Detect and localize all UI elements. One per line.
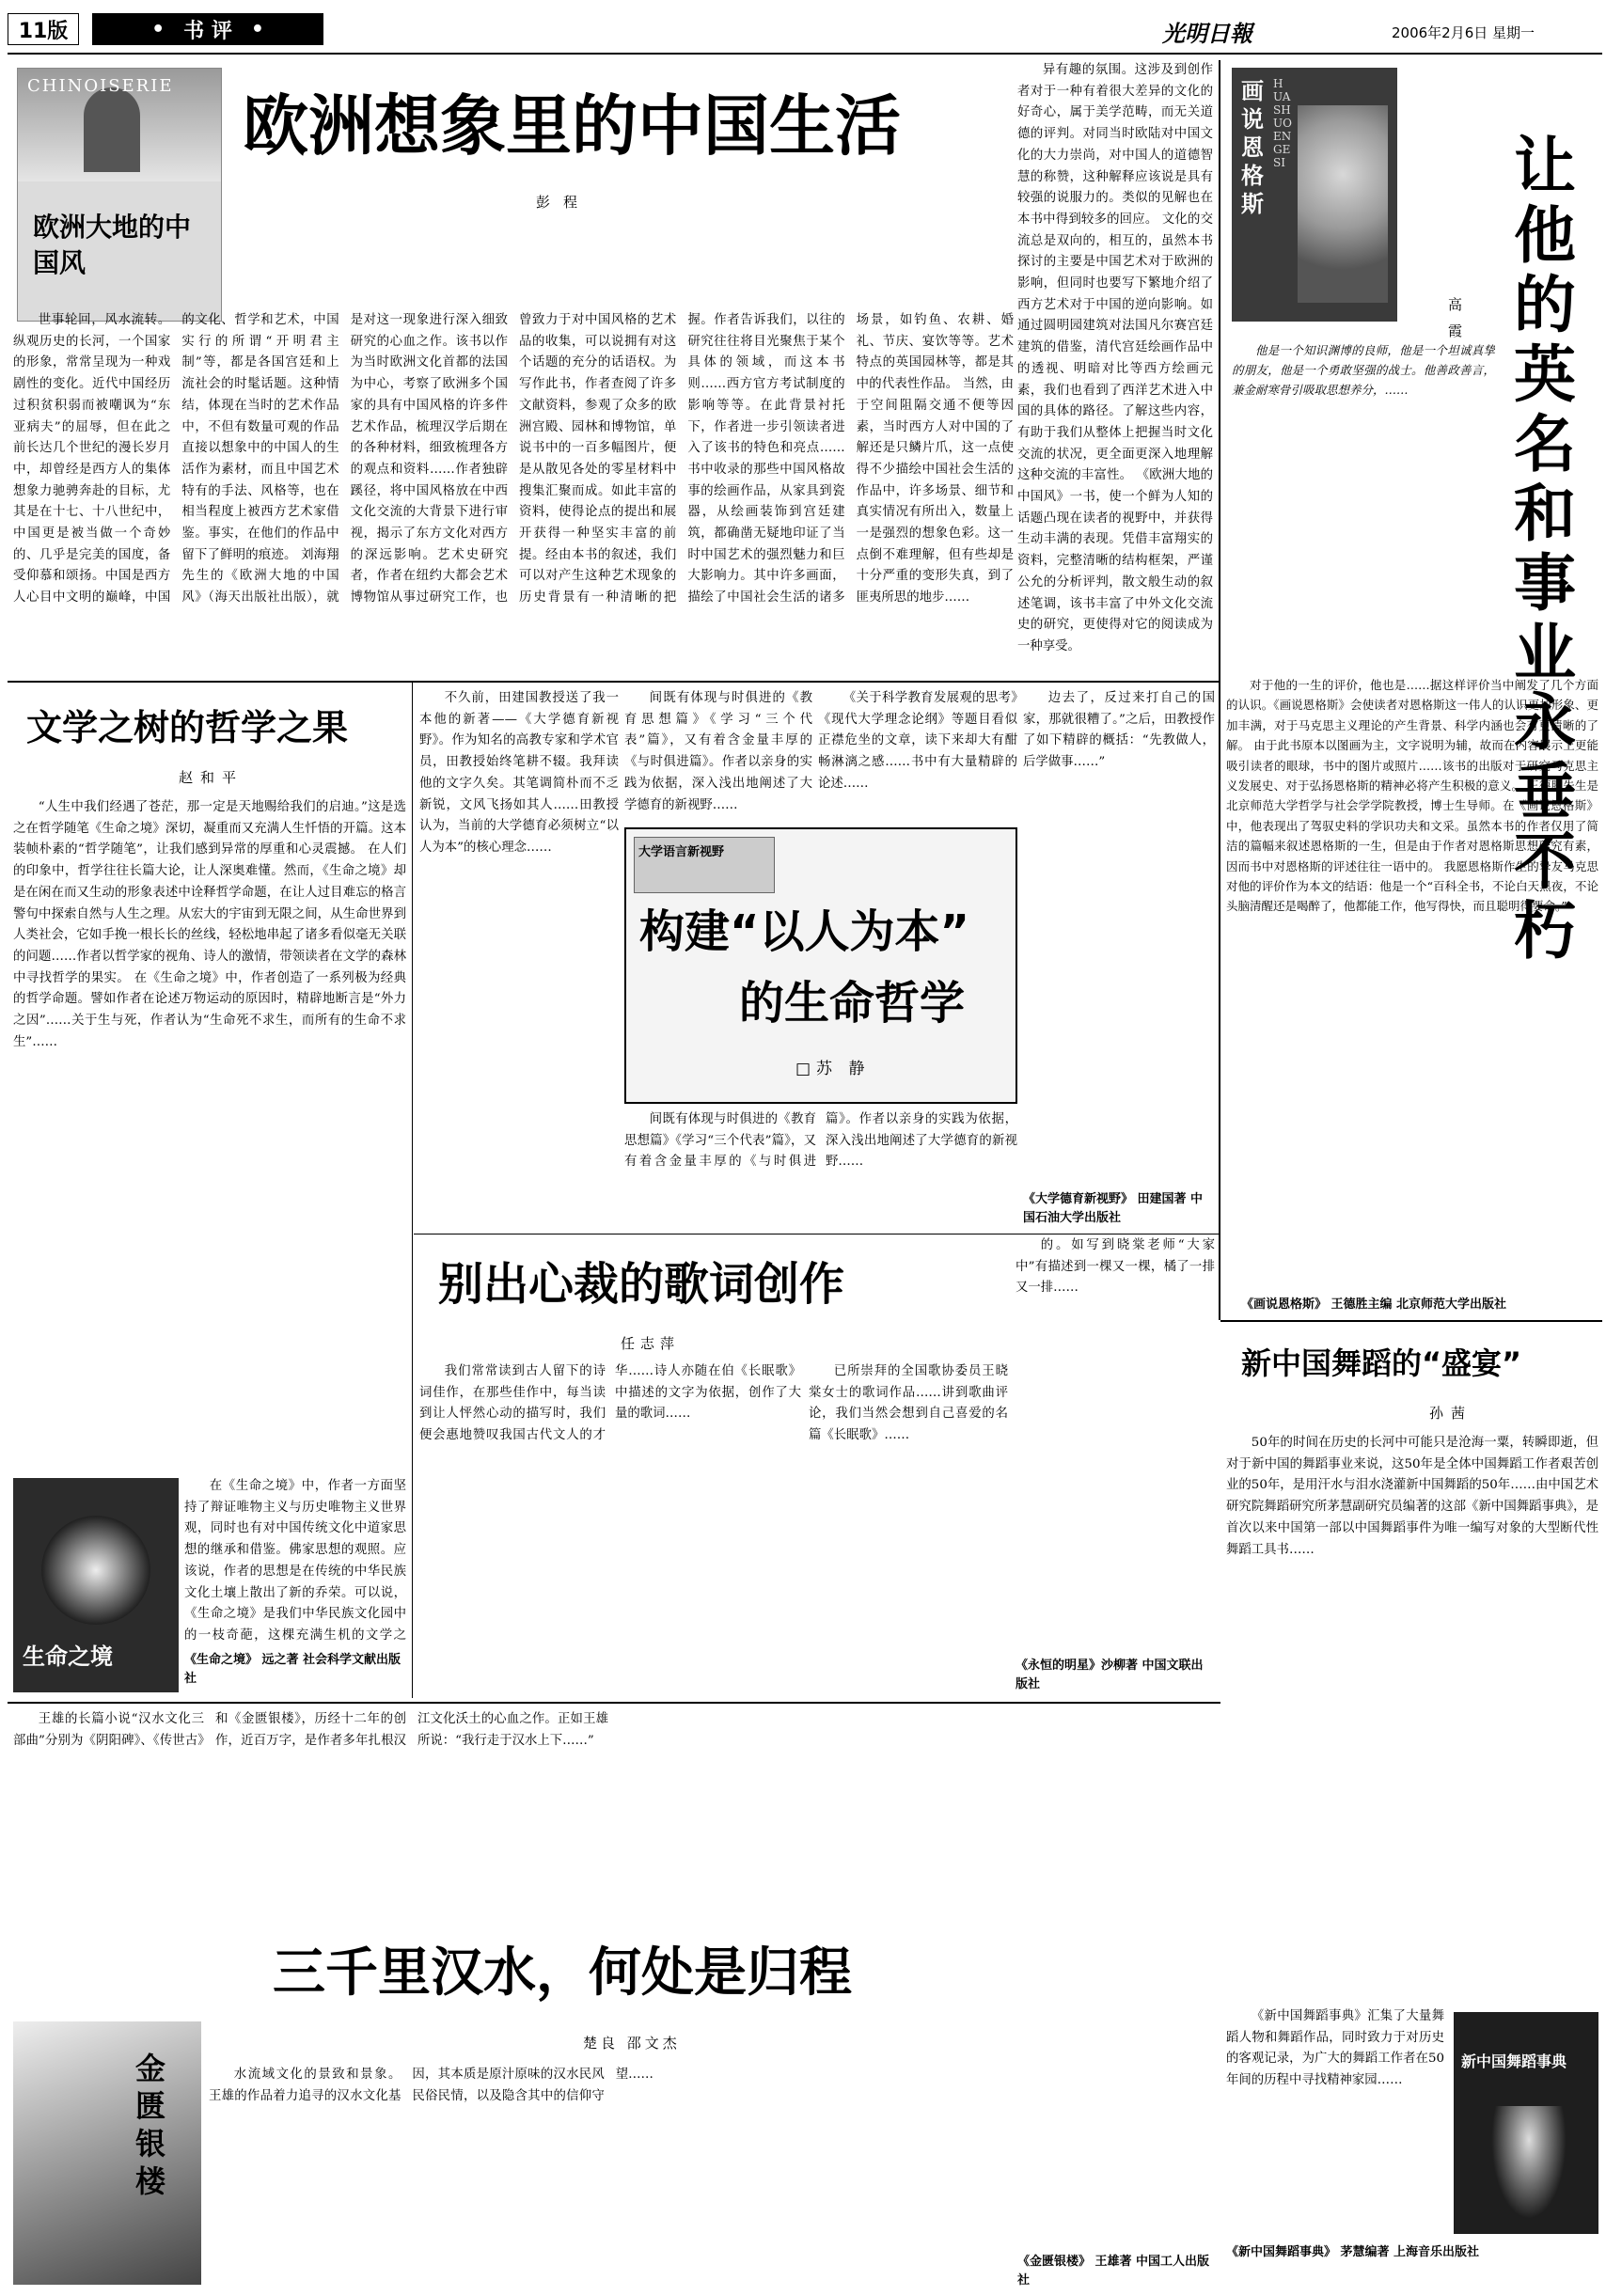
article-body-hanriver-top (13, 1709, 1215, 1916)
body-text: 边去了，反过来打自己的国家，那就很糟了。”之后，田教授作了如下精辟的概括：“先教做人，后学做事……” (1023, 691, 1215, 770)
body-text: 的。如写到晓棠老师“大家中”有描述到一棵又一棵，橘了一排又一排…… (1016, 1238, 1215, 1296)
article-title-literature: 文学之树的哲学之果 (26, 707, 349, 748)
article-title-people-l2: 的生命哲学 (739, 977, 966, 1030)
cover-title: 金匮银楼 (135, 2051, 166, 2199)
body-text: 《新中国舞蹈事典》汇集了大量舞蹈人物和舞蹈作品，同时致力于对历史的客观记录，为广大的舞蹈工作者在50年间的历程中寻找精神家园…… (1226, 2009, 1444, 2088)
feature-box-people (624, 827, 1017, 1104)
body-text: 世事轮回，风水流转。纵观历史的长河，一个国家的形象，常常呈现为一种戏剧性的变化。近代中国经历过积贫积弱而被嘲讽为“东亚病夫”的屈辱，但在此之前长达几个世纪的漫长岁月中，却曾经是西方人的集体想象力驰骋奔赴的目标，尤其是在十七、十八世纪中，中国更是被当做一个奇妙的、几乎是完美的国度，备受仰慕和颂扬。中国是西方人心目中文明的巅峰，中国的文化、哲学和艺术，中国实行的所谓“开明君主制”等，都是各国宫廷和上流社会的时髦话题。这种情结，体现在当时的艺术作品中，不但有数量可观的作品直接以想象中的中国人的生活作为素材，而且中国艺术特有的手法、风格等，也在相当程度上被西方艺术家借鉴。事实，在他们的作品中留下了鲜明的痕迹。 刘海翔先生的《欧洲大地的中国风》（海天出版社出版），就是对这一现象进行深入细致研究的心血之作。该书以作为当时欧洲文化首都的法国为中心，考察了欧洲多个国家的具有中国风格的许多件艺术作品，梳理汉学后期在的各种材料，细致梳理各方的观点和资料……作者独辟蹊径，将中国风格放在中西文化交流的大背景下进行审视，揭示了东方文化对西方的深远影响。艺术史研究者，作者在纽约大都会艺术博物馆从事过研究工作，也曾致力于对中国风格的艺术品的收集，可以说拥有对这个话题的充分的话语权。为写作此书，作者查阅了许多文献资料，参观了众多的欧洲宫殿、园林和博物馆，单说书中的一百多幅图片，便是从散见各处的零星材料中搜集汇聚而成。如此丰富的资料，使得论点的提出和展开获得一种坚实丰富的前提。经由本书的叙述，我们可以对产生这种艺术现象的历史背景有一种清晰的把握。作者告诉我们，以往的研究往往将目光聚焦于某个具体的领域，而这本书则……西方官方考试制度的影响等等。在此背景衬托下，作者进一步引领读者进入了该书的特色和亮点……书中收录的那些中国风格故事的绘画作品，从家具到瓷器，从绘画装饰到宫廷建筑，都确凿无疑地印证了当时中国艺术的强烈魅力和巨大影响力。其中许多画面，描绘了中国社会生活的诸多场景，如钓鱼、农耕、婚礼、节庆、宴饮等等。艺术特点的英国园林等，都是其中的代表性作品。 当然，由于空间阻隔交通不便等因素，当时西方人对中国的了解还是只鳞片爪，这一点使得不少描绘中国社会生活的作品中，许多场景、细节和真实情况有所出入，数量上一是强烈的想象色彩。这一点倒不难理解，但有些却是十分严重的变形失真，到了匪夷所思的地步…… (13, 313, 1014, 605)
page-number-label: 11版 (18, 19, 69, 43)
book-source-people: 《大学德育新视野》 田建国著 中国石油大学出版社 (1023, 1192, 1204, 1225)
body-text: 不久前，田建国教授送了我一本他的新著——《大学德育新视野》。作为知名的高教专家和学术官员，田教授始终笔耕不辍。我拜读他的文字久矣。其笔调简朴而不乏新锐，文风飞扬如其人……田教授认为，当前的大学德育必须树立“以人为本”的核心理念…… (419, 691, 619, 855)
article-body-dance (1226, 1433, 1598, 1997)
article-body-hanriver (209, 2065, 1215, 2253)
body-text: 《关于科学教育发展观的思考》《现代大学理念论纲》等题目看似正襟危坐的文章，读下来却大有酣畅淋漓之感……书中有大量精辟的论述…… (818, 691, 1017, 791)
section-dot: • (151, 17, 165, 41)
body-text: 间既有体现与时俱进的《教育思想篇》《学习“三个代表”篇》，又有着含金量丰厚的《与时俱进篇》。作者以亲身的实践为依据，深入浅出地阐述了大学德育的新视野…… (624, 1112, 1017, 1170)
article-body-people-3 (818, 688, 1017, 820)
body-text: 异有趣的氛围。这涉及到创作者对于一种有着很大差异的文化的好奇心，属于美学范畴，而无关道德的评判。对同当时欧陆对中国文化的大力崇尚，对中国人的道德智慧的称赞，这种解释应该说是具有较强的说服力的。类似的见解也在本书中得到较多的回应。 文化的交流总是双向的，相互的，虽然本书探讨的主要是中国艺术对于欧洲的影响，但同时也要写下繁地介绍了西方艺术对于中国的逆向影响。如通过圆明园建筑对法国凡尔赛宫廷建筑的借鉴，清代宫廷绘画作品中的透视、明暗对比等西方绘画元素，我们也看到了西洋艺术进入中国的具体的路径。了解这些内容，有助于我们从整体上把握当时文化交流的状况，更全面更深入地理解这种交流的丰富性。 《欧洲大地的中国风》一书，使一个鲜为人知的话题凸现在读者的视野中，并获得生动丰满的表现。凭借丰富翔实的资料，完整清晰的结构框架，严谨公允的分析评判，散文般生动的叙述笔调，该书丰富了中外文化交流史的研究，更使得对它的阅读成为一种享受。 (1017, 63, 1213, 653)
section-rule (8, 681, 1220, 683)
byline-people: □苏 静 (795, 1060, 871, 1078)
cover-subtitle: HUA SHUO EN GE SI (1273, 77, 1292, 169)
issue-date: 2006年2月6日 星期一 (1392, 24, 1535, 41)
book-cover-literature (13, 1478, 179, 1692)
book-source-literature: 《生命之境》 远之著 社会科学文献出版社 (184, 1653, 402, 1686)
article-body-europe (13, 310, 1014, 677)
book-source-hanriver: 《金匮银楼》 王雄著 中国工人出版社 (1017, 2255, 1210, 2288)
column-rule (1219, 60, 1220, 1320)
byline-lyrics: 任志萍 (621, 1335, 681, 1352)
body-text: “人生中我们经遇了苍茫，那一定是天地赐给我们的启迪。”这是选之在哲学随笔《生命之境》深切，凝重而又充满人生忏悟的开篇。这本装帧朴素的“哲学随笔”，让我们感到异常的厚重和心灵震撼。 在人们的印象中，哲学往往长篇大论，让人深奥难懂。然而，《生命之境》却是在闲在而又生动的形象表述中诠释哲学命题，在让人过目难忘的格言警句中探索自然与人生之理。从宏大的宇宙到无限之间，从生命世界到人类社会，它如手挽一根长长的丝线，轻松地串起了诸多看似毫无关联的问题……作者以哲学家的视角、诗人的激情，带领读者在文学的森林中寻找哲学的果实。 在《生命之境》中，作者创造了一系列极为经典的哲学命题。譬如作者在论述万物运动的原因时，精辟地断言是“外力之因”……关于生与死，作者认为“生命死不求生，而所有的生命不求生”…… (13, 800, 406, 1049)
section-label: 书 评 (183, 19, 232, 43)
article-body-literature-cont (184, 1476, 406, 1645)
series-label: 大学语言新视野 (638, 845, 725, 859)
book-cover-hanriver (13, 2021, 201, 2285)
cover-top-title: CHINOISERIE (27, 76, 174, 96)
section-rule (8, 1702, 1220, 1704)
article-body-europe-cont (1017, 60, 1213, 675)
column-rule (412, 683, 413, 1698)
book-source-lyrics: 《永恒的明星》沙柳著 中国文联出版社 (1016, 1659, 1204, 1691)
book-source-dance: 《新中国舞蹈事典》 茅慧编著 上海音乐出版社 (1226, 2245, 1480, 2259)
book-cover-people (634, 837, 775, 893)
body-text: 对于他的一生的评价，他也是……据这样评价当中阐发了几个方面的认识。《画说恩格斯》会使读者对恩格斯这一伟人的认识更加形象、更加丰满，对于马克思主义理论的产生背景、科学内涵也会有更清晰的了解。 由于此书原本以图画为主，文字说明为辅，故而在内容展示上更能吸引读者的眼球，书中的图片或照片……该书的出版对于研究马克思主义发展史、对于弘扬恩格斯的精神必将产生积极的意义。 王德胜先生是北京师范大学哲学与社会学学院教授，博士生导师。在《画说恩格斯》中，他表现出了驾驭史料的学识功夫和文采。虽然本书的作者仅用了简洁的篇幅来叙述恩格斯的一生，但是由于作者对恩格斯思想研究有素，因而书中对恩格斯的评述往往一语中的。 我愿恩格斯作生的挚友马克思对他的评价作为本文的结语：他是一个“百科全书，不论白天黑夜，不论头脑清醒还是喝醉了，他都能工作，他写得快，而且聪明得要命。” (1226, 678, 1598, 914)
body-text: 在《生命之境》中，作者一方面坚持了辩证唯物主义与历史唯物主义世界观，同时也有对中国传统文化中道家思想的继承和借鉴。佛家思想的观照。应该说，作者的思想是在传统的中华民族文化土壤上散出了新的乔荣。可以说，《生命之境》是我们中华民族文化园中的一枝奇葩，这棵充满生机的文学之 (184, 1479, 406, 1643)
cover-title: 画说恩格斯 (1241, 78, 1264, 217)
book-source-engels: 《画说恩格斯》 王德胜主编 北京师范大学出版社 (1241, 1297, 1507, 1312)
section-rule (1220, 1320, 1602, 1322)
section-dot: • (250, 17, 264, 41)
masthead: 光明日報 (1162, 20, 1252, 47)
byline-europe: 彭程 (536, 194, 591, 211)
article-title-lyrics: 别出心裁的歌词创作 (438, 1258, 845, 1311)
article-body-people-1 (419, 688, 619, 1158)
article-title-europe: 欧洲想象里的中国生活 (243, 87, 901, 165)
byline-text: 高霞 (1448, 296, 1463, 339)
article-title-hanriver: 三千里汉水，何处是归程 (273, 1942, 852, 2004)
article-body-people-2 (624, 688, 812, 820)
article-body-lyrics-3 (1016, 1235, 1215, 1651)
page-number (8, 13, 79, 45)
article-title-engels (1514, 130, 1589, 967)
article-body-engels (1226, 675, 1598, 1286)
header-rule (8, 53, 1602, 55)
book-cover-dance (1454, 2012, 1598, 2234)
article-body-literature (13, 797, 406, 1465)
byline-hanriver: 楚良 邵文杰 (583, 2035, 681, 2052)
article-body-lyrics-1 (419, 1361, 801, 1700)
article-body-dance-cont (1226, 2006, 1444, 2236)
article-title-people-l1: 构建“以人为本” (639, 905, 970, 958)
cover-title: 新中国舞蹈事典 (1461, 2052, 1567, 2070)
section-bar (92, 13, 323, 45)
cover-title: 生命之境 (23, 1643, 113, 1670)
poem-text: 他是一个知识渊博的良师，他是一个坦诚真挚的朋友，他是一个勇敢坚强的战士。他善政善言，兼金耐寒骨引吸取思想养分，…… (1232, 343, 1495, 397)
page-header (0, 0, 1606, 53)
body-text: 水流域文化的景致和景象。 王雄的作品着力追寻的汉水文化基因，其本质是原汁原味的汉水民风民俗民情，以及隐含其中的信仰守望…… (209, 2068, 653, 2103)
book-cover-europe (17, 68, 222, 322)
byline-literature: 赵和平 (179, 769, 244, 786)
article-body-lyrics-2 (809, 1361, 1008, 1700)
body-text: 我们常常读到古人留下的诗词佳作，在那些佳作中，每当读到让人怦然心动的描写时，我们便会惠地赞叹我国古代文人的才华……诗人亦随在伯《长眠歌》中描述的文字为依据，创作了大量的歌词…… (419, 1364, 801, 1443)
body-text: 王雄的长篇小说“汉水文化三部曲”分别为《阴阳碑》、《传世古》和《金匮银楼》，历经十二年的创作，近百万字，是作者多年扎根汉江文化沃土的心血之作。正如王雄所说：“我行走于汉水上下……” (13, 1712, 608, 1748)
byline-dance: 孙茜 (1429, 1405, 1473, 1422)
article-body-people-4 (624, 1109, 1017, 1228)
article-body-people-5 (1023, 688, 1215, 1202)
cover-title: 欧洲大地的中国风 (33, 212, 192, 278)
body-text: 间既有体现与时俱进的《教育思想篇》《学习“三个代表”篇》，又有着含金量丰厚的《与时俱进篇》。作者以亲身的实践为依据，深入浅出地阐述了大学德育的新视野…… (624, 691, 812, 812)
title-text: 让他的英名和事业永垂不朽 (1514, 130, 1576, 967)
book-cover-engels (1232, 68, 1397, 322)
poem-engels (1232, 340, 1495, 668)
body-text: 50年的时间在历史的长河中可能只是沧海一粟，转瞬即逝，但对于新中国的舞蹈事业来说，这50年是全体中国舞蹈工作者艰苦创业的50年，是用汗水与泪水浇灌新中国舞蹈的50年……由中国艺术研究院舞蹈研究所茅慧副研究员编著的这部《新中国舞蹈事典》，是首次以来中国第一部以中国舞蹈事件为唯一编写对象的大型断代性舞蹈工具书…… (1226, 1436, 1598, 1557)
body-text: 已所崇拜的全国歌协委员王晓棠女士的歌词作品……讲到歌曲评论，我们当然会想到自己喜爱的名篇《长眠歌》…… (809, 1364, 1008, 1443)
article-title-dance: 新中国舞蹈的“盛宴” (1241, 1345, 1522, 1381)
